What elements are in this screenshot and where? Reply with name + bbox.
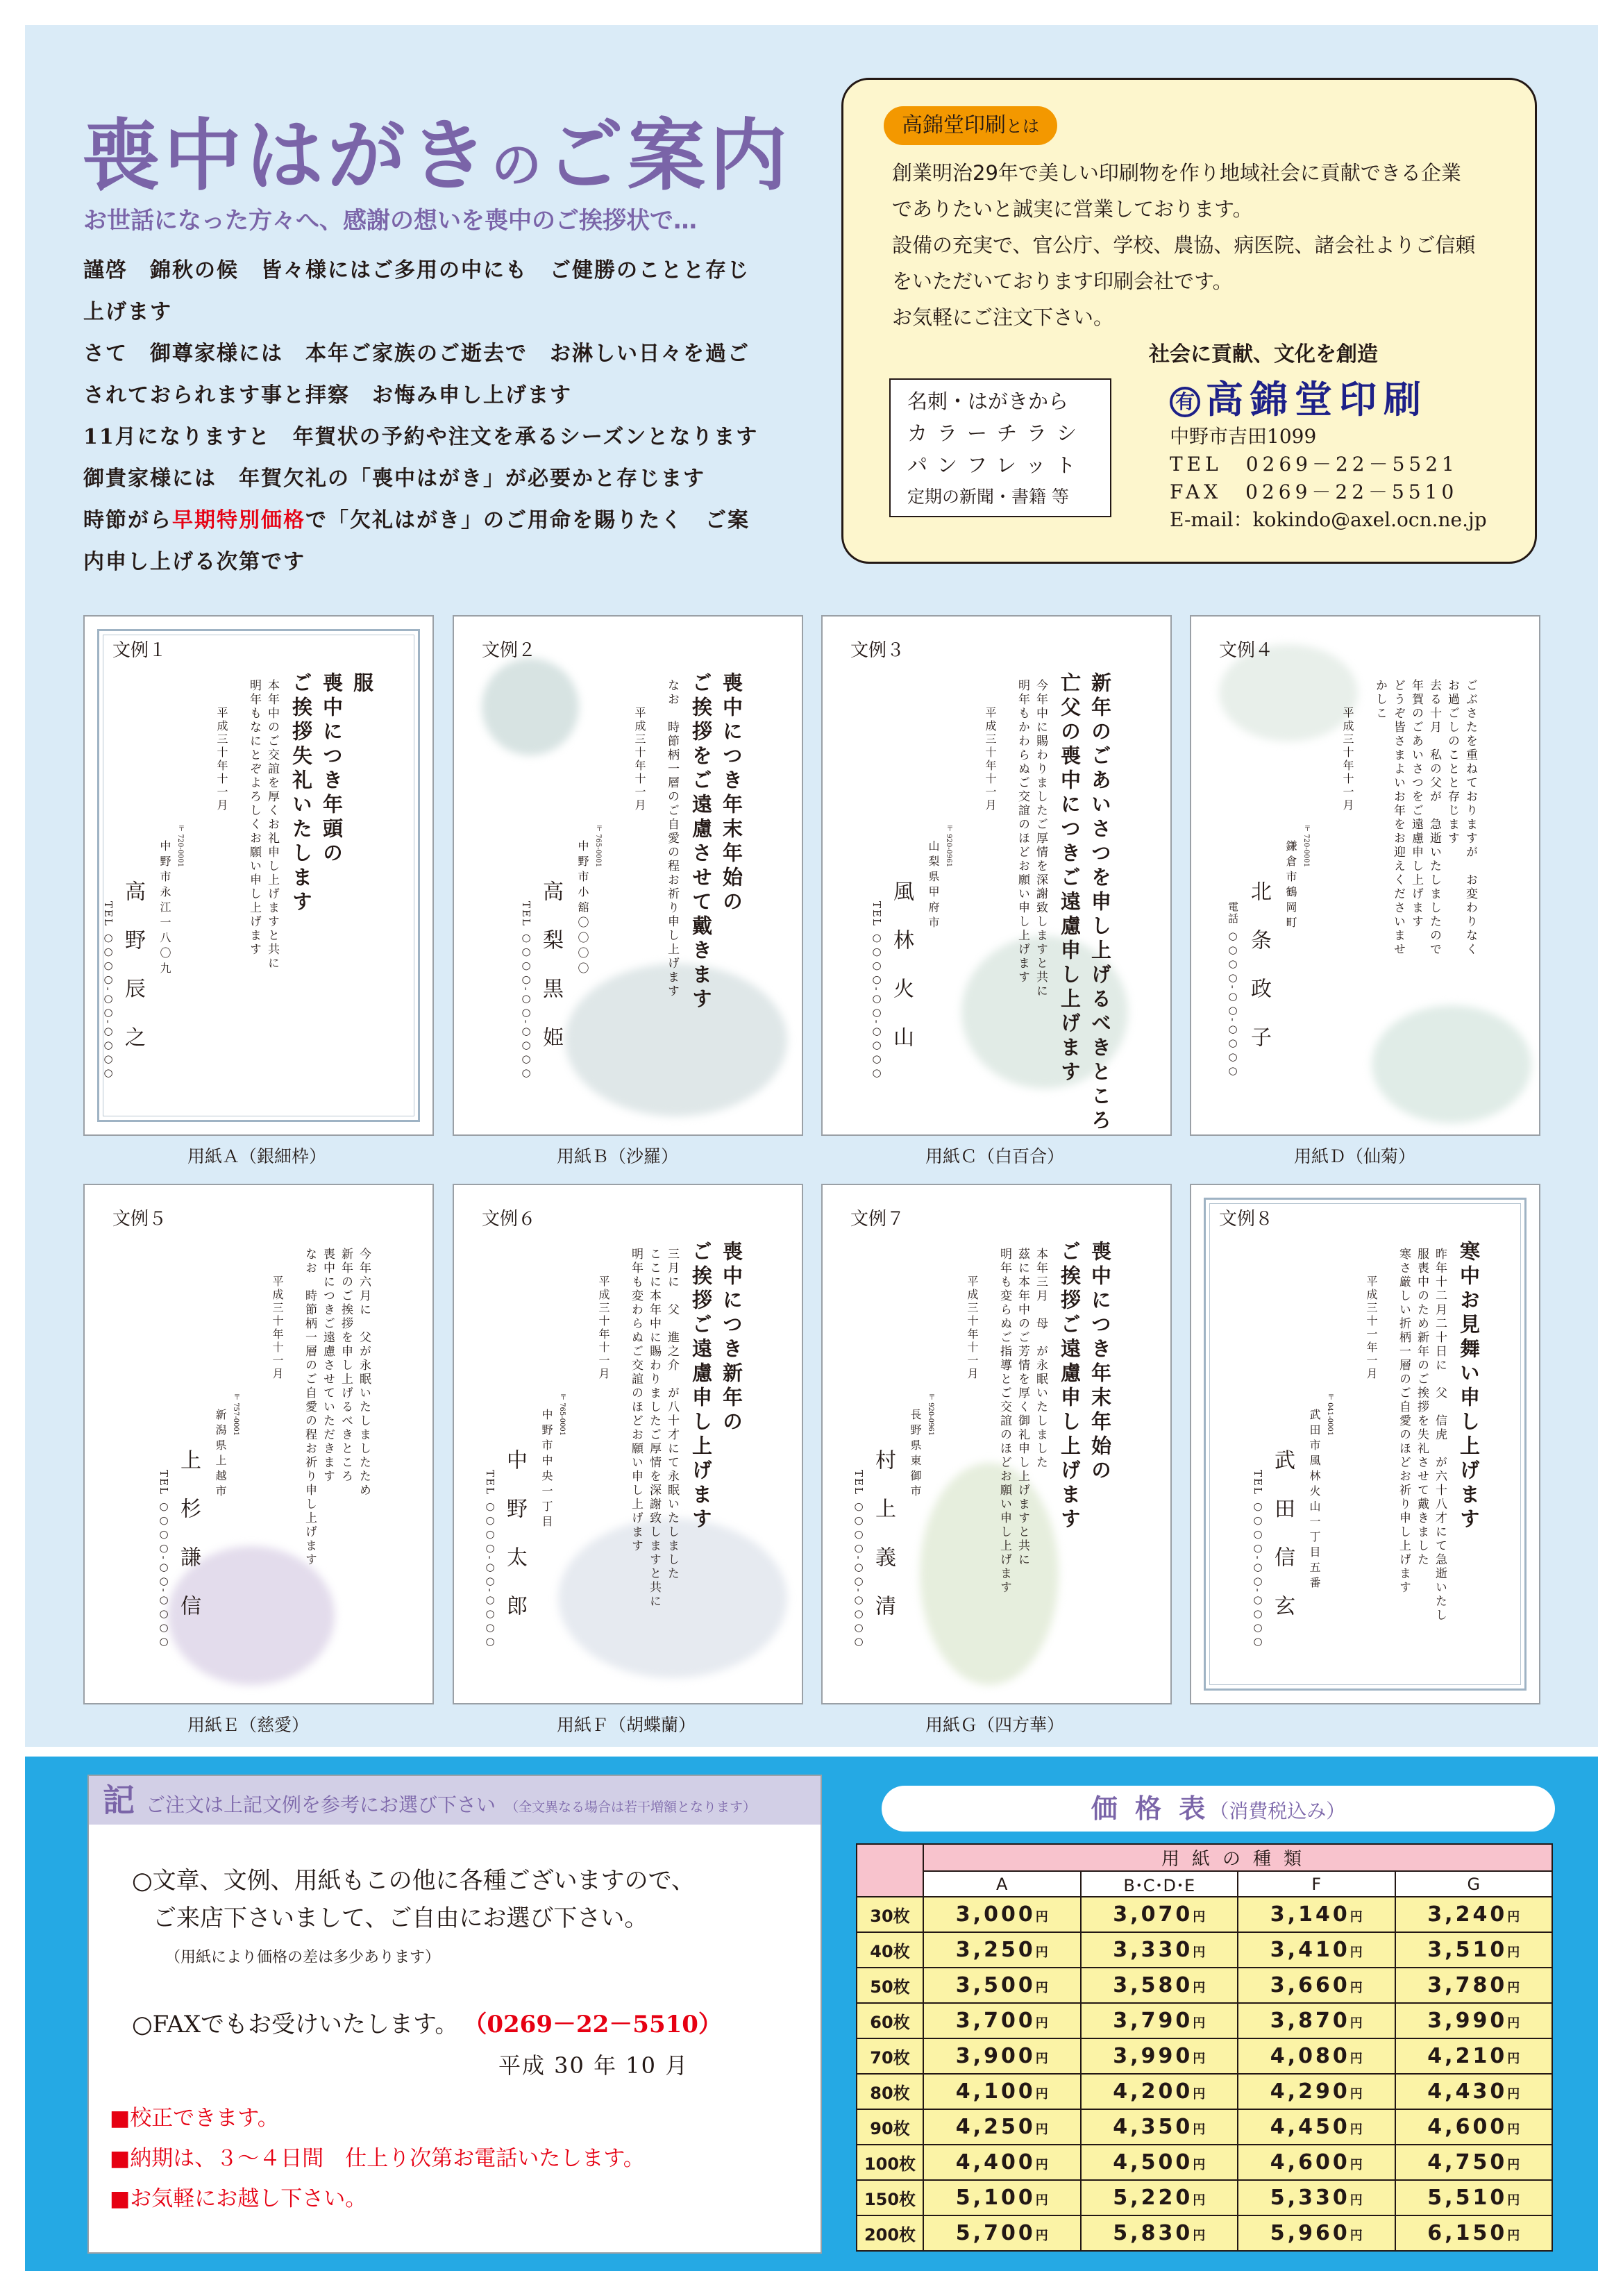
card-body-line: なお 時節柄一層のご自愛の程お祈り申し上げます bbox=[665, 679, 679, 998]
price-cell: 4,290円 bbox=[1238, 2074, 1395, 2109]
intro-line: 御貴家様には 年賀欠礼の「喪中はがき」が必要かと存じます bbox=[83, 467, 705, 491]
card-body-line: 明年も変らぬご指導とご交誼のほどお願い申し上げます bbox=[998, 1248, 1011, 1595]
company-address: 中野市吉田1099 bbox=[1170, 425, 1317, 448]
card-label: 文例１ bbox=[112, 640, 167, 661]
card-date: 平成三十年十一月 bbox=[984, 707, 997, 812]
card-heading: 喪中につき年末年始の bbox=[720, 672, 743, 915]
price-qty: 40枚 bbox=[857, 1932, 923, 1968]
price-cell: 3,900円 bbox=[923, 2038, 1081, 2074]
card-tel: TEL ○○○○-○○-○○○○ bbox=[852, 1470, 865, 1649]
card-heading: ご挨拶ご遠慮申し上げます bbox=[689, 1241, 713, 1532]
price-cell: 4,450円 bbox=[1238, 2109, 1395, 2145]
sample-card bbox=[1190, 615, 1540, 1136]
price-cell: 3,580円 bbox=[1081, 1968, 1238, 2003]
price-cell: 5,510円 bbox=[1395, 2180, 1553, 2215]
sample-card bbox=[83, 615, 434, 1136]
card-body-line: 今年中に賜わりましたご厚情を深謝致しますと共に bbox=[1034, 679, 1048, 998]
paper-caption: 用紙Ｅ（慈愛） bbox=[187, 1715, 310, 1735]
price-cell: 4,400円 bbox=[923, 2145, 1081, 2180]
company-fax: FAX 0269－22－5510 bbox=[1170, 480, 1458, 503]
card-date: 平成三十年十一月 bbox=[633, 707, 646, 812]
intro-line-special: 時節がら早期特別価格で「欠礼はがき」のご用命を賜りたく ご案 bbox=[83, 508, 750, 533]
price-corner bbox=[857, 1844, 923, 1897]
order-box bbox=[87, 1775, 822, 2254]
card-address: 中野市中央一丁目 bbox=[540, 1409, 553, 1531]
card-heading: 喪中につき新年の bbox=[720, 1241, 743, 1435]
price-cell: 4,430円 bbox=[1395, 2074, 1553, 2109]
card-body-line: ごぶさたを重ねておりますが お変わりなく bbox=[1463, 679, 1477, 957]
card-tel: TEL ○○○○-○○-○○○○ bbox=[1252, 1470, 1264, 1649]
sample-card bbox=[83, 1184, 434, 1704]
price-cell: 4,600円 bbox=[1238, 2145, 1395, 2180]
price-row bbox=[857, 2145, 1552, 2180]
price-row bbox=[857, 2180, 1552, 2215]
card-zip: 〒 920-0961 bbox=[945, 825, 952, 868]
sample-card bbox=[821, 1184, 1172, 1704]
intro-line: 11月になりますと 年賀状の予約や注文を承るシーズンとなります bbox=[83, 425, 759, 449]
company-slogan: 社会に貢献、文化を創造 bbox=[1149, 342, 1378, 367]
card-date: 平成三十年十一月 bbox=[597, 1275, 610, 1381]
paper-caption: 用紙Ｂ（沙羅） bbox=[557, 1146, 679, 1166]
company-email: E-mail：kokindo@axel.ocn.ne.jp bbox=[1170, 508, 1487, 531]
card-name: 高梨黒姫 bbox=[539, 880, 563, 1075]
company-logo: 有 高錦堂印刷 bbox=[1170, 370, 1428, 424]
card-body-line: 服喪中のため新年のご挨拶を失礼させて戴きました bbox=[1415, 1248, 1429, 1567]
card-body-line: 明年もかわらぬご交誼のほどお願い申し上げます bbox=[1016, 679, 1029, 984]
price-qty: 70枚 bbox=[857, 2038, 923, 2074]
price-cell: 3,330円 bbox=[1081, 1932, 1238, 1968]
card-body-line: かしこ bbox=[1373, 679, 1387, 721]
card-zip: 〒 720-0001 bbox=[1302, 825, 1310, 868]
price-qty: 150枚 bbox=[857, 2180, 923, 2215]
card-label: 文例８ bbox=[1219, 1209, 1274, 1230]
card-heading: 喪中につき年頭の bbox=[320, 672, 344, 866]
price-cell: 5,100円 bbox=[923, 2180, 1081, 2215]
price-table bbox=[856, 1843, 1553, 2252]
card-label: 文例６ bbox=[482, 1209, 537, 1230]
card-name: 高野辰之 bbox=[121, 880, 145, 1075]
card-zip: 〒 720-0001 bbox=[176, 825, 184, 868]
price-cell: 4,100円 bbox=[923, 2074, 1081, 2109]
paper-caption: 用紙Ａ（銀細枠） bbox=[187, 1146, 327, 1166]
card-tel: TEL ○○○○-○○-○○○○ bbox=[158, 1470, 170, 1649]
price-cell: 4,600円 bbox=[1395, 2109, 1553, 2145]
price-row bbox=[857, 2109, 1552, 2145]
intro-line: さて 御尊家様には 本年ご家族のご逝去で お淋しい日々を過ご bbox=[83, 342, 750, 366]
price-cell: 6,150円 bbox=[1395, 2215, 1553, 2251]
price-qty: 60枚 bbox=[857, 2003, 923, 2038]
intro-line: 上げます bbox=[83, 300, 172, 324]
card-label: 文例７ bbox=[850, 1209, 905, 1230]
price-col-header: B･C･D･E bbox=[1081, 1871, 1238, 1897]
card-date: 平成三十年十一月 bbox=[966, 1275, 979, 1381]
card-heading: 寒中お見舞い申し上げます bbox=[1457, 1241, 1481, 1532]
flower-decoration-icon bbox=[482, 658, 579, 755]
card-heading: 服 bbox=[351, 672, 374, 696]
order-text: ○文章、文例、用紙もこの他に各種ございますので、 ご来店下さいまして、ご自由にお選び下さい。 bbox=[132, 1867, 695, 1932]
card-address: 中野市小舘〇〇〇〇 bbox=[576, 840, 589, 978]
price-qty: 90枚 bbox=[857, 2109, 923, 2145]
card-heading: ご挨拶ご遠慮申し上げます bbox=[1058, 1241, 1082, 1532]
price-cell: 5,700円 bbox=[923, 2215, 1081, 2251]
flower-decoration-icon bbox=[920, 1463, 1059, 1685]
card-label: 文例２ bbox=[482, 640, 537, 661]
price-cell: 3,790円 bbox=[1081, 2003, 1238, 2038]
card-zip: 〒 041-0001 bbox=[1326, 1393, 1334, 1436]
card-tel: TEL ○○○○-○○-○○○○ bbox=[871, 901, 883, 1080]
card-date: 平成三十年十一月 bbox=[1341, 707, 1354, 812]
card-zip: 〒 757-0001 bbox=[232, 1393, 239, 1436]
card-body-line: 茲に本年中のご芳情を厚く御礼申し上げますと共に bbox=[1016, 1248, 1029, 1567]
paper-caption: 用紙Ｄ（仙菊） bbox=[1294, 1146, 1416, 1166]
price-col-header: F bbox=[1238, 1871, 1395, 1897]
card-heading: ご挨拶失礼いたします bbox=[289, 672, 313, 915]
price-cell: 4,500円 bbox=[1081, 2145, 1238, 2180]
card-body-line: 本年三月 母 が永眠いたしました bbox=[1034, 1248, 1048, 1470]
price-qty: 50枚 bbox=[857, 1968, 923, 2003]
price-cell: 4,250円 bbox=[923, 2109, 1081, 2145]
price-cell: 3,140円 bbox=[1238, 1897, 1395, 1932]
price-qty: 30枚 bbox=[857, 1897, 923, 1932]
flower-decoration-icon bbox=[1372, 1005, 1531, 1123]
card-body-line: 本年中のご交誼を厚くお礼申し上げますと共に bbox=[265, 679, 279, 971]
price-cell: 4,350円 bbox=[1081, 2109, 1238, 2145]
card-date: 平成三十一年一月 bbox=[1365, 1275, 1378, 1381]
card-body-line: 明年もなにとぞよろしくお願い申し上げます bbox=[247, 679, 261, 957]
company-description: 創業明治29年で美しい印刷物を作り地域社会に貢献できる企業 でありたいと誠実に営業しております。 設備の充実で、官公庁、学校、農協、病医院、諸会社よりご信頼 をいただいております印刷会社です。 お気軽にご注文下さい。 bbox=[892, 161, 1476, 329]
price-cell: 3,410円 bbox=[1238, 1932, 1395, 1968]
card-zip: 〒 765-0001 bbox=[594, 825, 602, 868]
price-cell: 3,870円 bbox=[1238, 2003, 1395, 2038]
card-body-line: 今年六月に 父が永眠いたしましたため bbox=[357, 1248, 371, 1498]
price-category-header: 用紙の種類 bbox=[923, 1844, 1552, 1871]
price-cell: 4,080円 bbox=[1238, 2038, 1395, 2074]
price-cell: 3,000円 bbox=[923, 1897, 1081, 1932]
page-title: 喪中はがきのご案内 bbox=[82, 111, 792, 201]
price-cell: 3,990円 bbox=[1395, 2003, 1553, 2038]
price-col-header: G bbox=[1395, 1871, 1553, 1897]
card-address: 中野市永江一八〇九 bbox=[158, 840, 171, 978]
card-address: 新潟県上越市 bbox=[214, 1409, 227, 1500]
price-cell: 3,660円 bbox=[1238, 1968, 1395, 2003]
price-cell: 3,780円 bbox=[1395, 1968, 1553, 2003]
sample-card bbox=[453, 1184, 803, 1704]
order-notes: ■校正できます。 ■納期は、３～４日間 仕上り次第お電話いたします。 ■お気軽にお越し下さい。 bbox=[110, 2106, 645, 2211]
card-tel: TEL ○○○○-○○-○○○○ bbox=[520, 901, 532, 1080]
card-body-line: 去る十月 私の父が 急逝いたしましたので bbox=[1427, 679, 1441, 957]
price-row bbox=[857, 1897, 1552, 1932]
company-tel: TEL 0269－22－5521 bbox=[1170, 453, 1458, 476]
price-row bbox=[857, 2038, 1552, 2074]
price-row bbox=[857, 1968, 1552, 2003]
company-badge: 高錦堂印刷とは bbox=[884, 106, 1057, 145]
company-box bbox=[841, 78, 1537, 564]
price-cell: 4,750円 bbox=[1395, 2145, 1553, 2180]
card-body-line: 寒さ厳しい折柄一層のご自愛のほどお祈り申し上げます bbox=[1397, 1248, 1411, 1595]
card-heading: 喪中につき年末年始の bbox=[1088, 1241, 1112, 1484]
card-zip: 〒 920-0961 bbox=[927, 1393, 934, 1436]
card-body-line: 昨年十二月二十日に 父 信虎 が六十八才にて急逝いたし bbox=[1433, 1248, 1447, 1623]
card-body-line: お過ごしのことと存じます bbox=[1445, 679, 1459, 846]
yugen-mark-icon: 有 bbox=[1170, 387, 1200, 417]
card-label: 文例４ bbox=[1219, 640, 1274, 661]
card-body-line: 明年も変わらぬご交誼のほどお願い申し上げます bbox=[629, 1248, 643, 1553]
intro-line: 内申し上げる次第です bbox=[83, 550, 305, 574]
price-cell: 3,500円 bbox=[923, 1968, 1081, 2003]
price-row bbox=[857, 2074, 1552, 2109]
card-body-line: どうぞ皆さまよいお年をお迎えくださいませ bbox=[1391, 679, 1405, 957]
price-cell: 3,070円 bbox=[1081, 1897, 1238, 1932]
card-tel: TEL ○○○○-○○-○○○○ bbox=[102, 901, 115, 1080]
paper-caption: 用紙Ｆ（胡蝶蘭） bbox=[557, 1715, 696, 1735]
price-cell: 4,210円 bbox=[1395, 2038, 1553, 2074]
card-label: 文例３ bbox=[850, 640, 905, 661]
card-address: 長野県東御市 bbox=[909, 1409, 922, 1500]
price-qty: 200枚 bbox=[857, 2215, 923, 2251]
intro-text bbox=[83, 250, 791, 583]
order-header: 記ご注文は上記文例を参考にお選び下さい （全文異なる場合は若干増額となります） bbox=[89, 1776, 821, 1825]
price-table-title: 価 格 表（消費税込み） bbox=[882, 1786, 1555, 1832]
card-name: 村上義清 bbox=[871, 1449, 895, 1643]
company-contact bbox=[1170, 423, 1487, 534]
early-price-highlight: 早期特別価格 bbox=[172, 508, 305, 533]
sample-card bbox=[1190, 1184, 1540, 1704]
fax-number: （0269－22－5510） bbox=[475, 2011, 722, 2038]
card-tel: 電話 ○○○○-○○-○○○○ bbox=[1227, 901, 1239, 1078]
price-cell: 5,960円 bbox=[1238, 2215, 1395, 2251]
order-note: （用紙により価格の差は多少あります） bbox=[165, 1949, 441, 1966]
price-qty: 100枚 bbox=[857, 2145, 923, 2180]
price-cell: 5,220円 bbox=[1081, 2180, 1238, 2215]
price-row bbox=[857, 2003, 1552, 2038]
card-body-line: 年賀のごあいさつをご遠慮申し上げます bbox=[1409, 679, 1423, 929]
card-label: 文例５ bbox=[112, 1209, 167, 1230]
intro-line: 謹啓 錦秋の候 皆々様にはご多用の中にも ご健勝のことと存じ bbox=[83, 258, 750, 283]
price-cell: 5,830円 bbox=[1081, 2215, 1238, 2251]
services-box: 名刺・はがきから カラーチラシ パンフレット 定期の新聞・書籍 等 bbox=[889, 378, 1111, 517]
card-date: 平成三十年十一月 bbox=[271, 1275, 284, 1381]
card-body-line: ここに本年中に賜わりましたご厚情を深謝致しますと共に bbox=[647, 1248, 661, 1609]
card-address: 武田市風林火山一丁目五番 bbox=[1308, 1409, 1321, 1592]
card-body-line: 三月に 父 進之介 が八十才にて永眠いたしました bbox=[665, 1248, 679, 1581]
price-col-header: A bbox=[923, 1871, 1081, 1897]
card-zip: 〒 765-0001 bbox=[558, 1393, 566, 1436]
card-name: 風林火山 bbox=[889, 880, 914, 1075]
card-heading: 新年のごあいさつを申し上げるべきところ bbox=[1088, 672, 1112, 1134]
order-date: 平成 30 年 10 月 bbox=[498, 2052, 689, 2079]
price-cell: 4,200円 bbox=[1081, 2074, 1238, 2109]
card-name: 武田信玄 bbox=[1270, 1449, 1295, 1643]
card-heading: 亡父の喪中につきご遠慮申し上げます bbox=[1058, 672, 1082, 1085]
card-name: 北条政子 bbox=[1247, 880, 1271, 1075]
card-tel: TEL ○○○○-○○-○○○○ bbox=[484, 1470, 496, 1649]
price-qty: 80枚 bbox=[857, 2074, 923, 2109]
card-name: 上杉謙信 bbox=[176, 1449, 201, 1643]
card-body-line: 喪中につきご遠慮させていただきます bbox=[321, 1248, 335, 1484]
price-row bbox=[857, 1932, 1552, 1968]
card-address: 山梨県甲府市 bbox=[927, 840, 940, 932]
card-address: 鎌倉市鶴岡町 bbox=[1284, 840, 1297, 932]
sample-card bbox=[821, 615, 1172, 1136]
price-cell: 3,250円 bbox=[923, 1932, 1081, 1968]
card-heading: ご挨拶をご遠慮させて戴きます bbox=[689, 672, 713, 1012]
price-cell: 3,510円 bbox=[1395, 1932, 1553, 1968]
price-cell: 3,700円 bbox=[923, 2003, 1081, 2038]
sample-card bbox=[453, 615, 803, 1136]
intro-line: されておられます事と拝察 お悔み申し上げます bbox=[83, 383, 572, 408]
price-cell: 3,990円 bbox=[1081, 2038, 1238, 2074]
price-cell: 5,330円 bbox=[1238, 2180, 1395, 2215]
subtitle: お世話になった方々へ、感謝の想いを喪中のご挨拶状で… bbox=[83, 207, 697, 235]
price-cell: 3,240円 bbox=[1395, 1897, 1553, 1932]
card-name: 中野太郎 bbox=[503, 1449, 527, 1643]
card-body-line: なお 時節柄一層のご自愛の程お祈り申し上げます bbox=[303, 1248, 317, 1567]
paper-caption: 用紙Ｃ（白百合） bbox=[925, 1146, 1065, 1166]
price-row bbox=[857, 2215, 1552, 2251]
card-date: 平成三十年十一月 bbox=[215, 707, 228, 812]
paper-caption: 用紙Ｇ（四方華） bbox=[925, 1715, 1065, 1735]
card-body-line: 新年のご挨拶を申し上げるべきところ bbox=[339, 1248, 353, 1484]
order-fax: ○FAXでもお受けいたします。 （0269－22－5510） bbox=[132, 2011, 722, 2038]
